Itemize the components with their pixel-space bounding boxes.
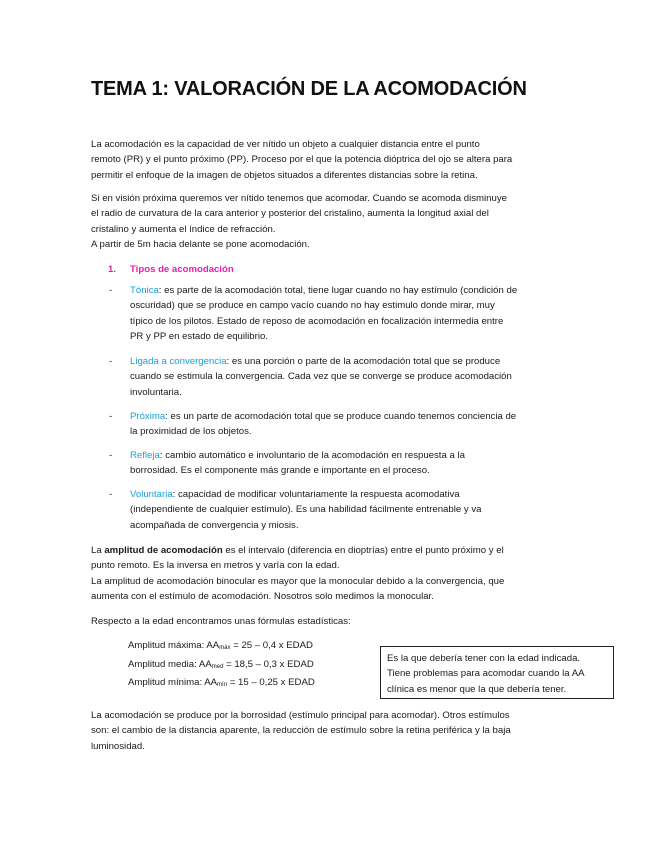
document-page: TEMA 1: VALORACIÓN DE LA ACOMODACIÓN La acomodación es la capacidad de ver nítido un objeto a cualquier distancia entre el punto remoto (PR) y el punto próximo (PP). Proceso por el que la potencia dióptrica del ojo se altera para permitir el enfoque de la imagen de objetos situados a diferentes distancias sobre la retina. Si en visión próxima queremos ver nítido tenemos que acomodar. Cuando se acomoda disminuye el radio de curvatura de la cara anterior y posterior del cristalino, aumenta la longitud axial del cristalino y aumenta el índice de refracción. A partir de 5m hacia delante se pone acomodación. 1. Tipos de acomodación - Tónica: es parte de la acomodación total, tiene lugar cuando no hay estímulo (condición de oscuridad) que se produce en campo vacío cuando no hay estimulo donde mirar, muy típico de los pilotos. Estado de reposo de acomodación en focalización intermedia entre PR y PP en estado de equilibrio. - Ligada a convergencia: es una porción o parte de la acomodación total que se produce cuando se estimula la convergencia. Cada vez que se converge se produce acomodación involuntaria. - Próxima: es un parte de acomodación total que se produce cuando tenemos conciencia de la proximidad de los objetos. - Refleja: cambio automático e involuntario de la acomodación en respuesta a la borrosidad. Es el componente más grande e importante en el proceso. - Voluntaria: capacidad de modificar voluntariamente la respuesta acomodativa (independiente de cualquier estímulo). Es una habilidad fácilmente entrenable y va acompañada de convergencia y miosis. La amplitud de acomodación es el intervalo (diferencia en dioptrías) entre el punto próximo y el punto remoto. Es la inversa en metros y varía con la edad. La amplitud de acomodación binocular es mayor que la monocular debido a la convergencia, que aumenta con el estímulo de acomodación. Nosotros solo medimos la monocular. Respecto a la edad encontramos unas fórmulas estadísticas: Amplitud máxima: $AA_{máx} = 25 - 0,4$ x EDAD Amplitud media: $AA_{med} = 18,5 - 0,3$ x EDAD Amplitud mínima: $AA_{mín} = 15 - 0,25$ x EDAD Es la que debería tener con la edad indicada. Tiene problemas para acomodar cuando la AA clínica es menor que la que debería tener. La acomodación se produce por la borrosidad (estímulo principal para acomodar). Otros estímulos son: el cambio de la distancia aparente, la reducción de estímulo sobre la retina periférica y la baja luminosidad. bbox=[0, 0, 655, 848]
list-dash: - bbox=[109, 285, 113, 296]
amplitude-paragraph: La amplitud de acomodación es el intervalo (diferencia en dioptrías) entre el punto próximo y el punto remoto. Es la inversa en metros y varía con la edad. La amplitud de acomodación binocular es mayor que la monocular debido a la convergencia, que aumenta con el estímulo de acomodación. Nosotros solo medimos la monocular. bbox=[91, 545, 505, 602]
intro-paragraph-2: Si en visión próxima queremos ver nítido tenemos que acomodar. Cuando se acomoda disminuye el radio de curvatura de la cara anterior y posterior del cristalino, aumenta la longitud axial del cristalino y aumenta el índice de refracción. A partir de 5m hacia delante se pone acomodación. bbox=[91, 193, 507, 250]
formula-max: Amplitud máxima: $AA_{máx} = 25 - 0,4$ x EDAD bbox=[128, 640, 313, 651]
list-dash: - bbox=[109, 411, 113, 422]
intro-paragraph-1: La acomodación es la capacidad de ver nítido un objeto a cualquier distancia entre el punto remoto (PR) y el punto próximo (PP). Proceso por el que la potencia dióptrica del ojo se altera para permitir el enfoque de la imagen de objetos situados a diferentes distancias sobre la retina. bbox=[91, 139, 513, 181]
formula-list bbox=[128, 638, 315, 694]
section-heading bbox=[108, 262, 234, 277]
page-title: TEMA 1: VALORACIÓN DE LA ACOMODACIÓN bbox=[91, 78, 527, 100]
list-dash: - bbox=[109, 450, 113, 461]
term-refleja: Refleja bbox=[130, 450, 160, 461]
note-box: Es la que debería tener con la edad indicada. Tiene problemas para acomodar cuando la AA clínica es menor que la que debería tener. bbox=[380, 646, 614, 699]
formula-min: Amplitud mínima: $AA_{mín} = 15 - 0,25$ x EDAD bbox=[128, 677, 315, 688]
term-proxima: Próxima bbox=[130, 411, 166, 422]
term-voluntaria: Voluntaria bbox=[130, 489, 173, 500]
formula-med: Amplitud media: $AA_{med} = 18,5 - 0,3$ x EDAD bbox=[128, 658, 314, 670]
section-number: 1. bbox=[108, 264, 117, 275]
term-ligada-convergencia: Ligada a convergencia bbox=[130, 356, 227, 367]
age-intro: Respecto a la edad encontramos unas fórmulas estadísticas: bbox=[91, 616, 351, 627]
list-dash: - bbox=[109, 356, 113, 367]
amplitude-term: amplitud de acomodación bbox=[104, 545, 223, 556]
term-tonica: Tónica bbox=[130, 285, 159, 296]
closing-paragraph: La acomodación se produce por la borrosidad (estímulo principal para acomodar). Otros estímulos son: el cambio de la distancia aparente, la reducción de estímulo sobre la retina periférica y la baja luminosidad. bbox=[91, 710, 511, 752]
section-title: Tipos de acomodación bbox=[130, 264, 234, 275]
list-dash: - bbox=[109, 489, 113, 500]
